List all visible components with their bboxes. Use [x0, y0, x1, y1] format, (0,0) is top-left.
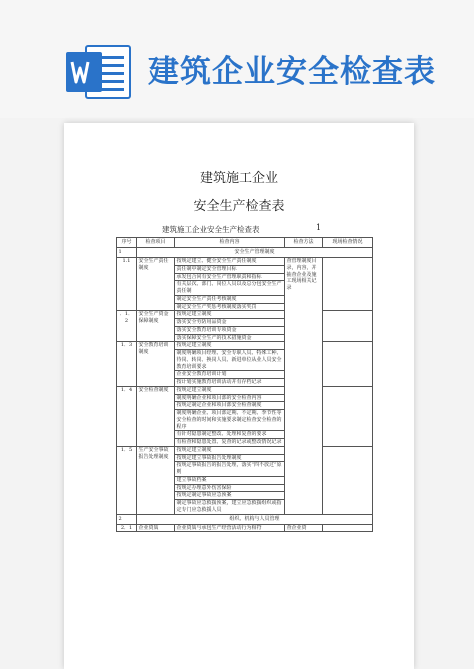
- section-number: 1: [117, 248, 137, 258]
- check-content: 制定安全生产责任考核制度: [175, 295, 285, 303]
- check-content: 承发包合同有安全生产管理职责和指标: [175, 273, 285, 281]
- section-title: 安全生产管理制度: [137, 248, 373, 258]
- check-content: 按规定建立制度: [175, 446, 285, 454]
- check-content: 落实安全教育培训专项资金: [175, 326, 285, 334]
- check-content: 按规定建立事故报告处理制度: [175, 454, 285, 462]
- check-content: 按计划实施教育培训活动并有存档记录: [175, 379, 285, 387]
- table-row: [117, 446, 373, 454]
- table-page-number: 1: [316, 223, 322, 232]
- column-header: 序号: [117, 238, 137, 248]
- check-content: 有检查和隐患处置、复查的记录或整改情况记录: [175, 439, 285, 447]
- table-header-row: [117, 238, 373, 248]
- column-header: 检查内容: [175, 238, 285, 248]
- check-content: 按规定办理意外伤害保险: [175, 484, 285, 492]
- item-number: 1.1: [117, 258, 137, 311]
- inspection-result: [323, 342, 373, 387]
- inspection-result: [323, 446, 373, 514]
- table-row: [117, 524, 373, 532]
- section-row: [117, 248, 373, 258]
- item-name: 企业资质: [137, 524, 175, 532]
- item-number: 1．3: [117, 342, 137, 387]
- item-name: 生产安全事故报告处理制度: [137, 446, 175, 514]
- check-content: 建立事故档案: [175, 476, 285, 484]
- check-content: 按规定建立、健全安全生产责任制度: [175, 258, 285, 266]
- check-content: 制度明确企业、项目部定期、不定期、季节性等安全检查的时间和实施要求制定检查安全检查的程序: [175, 410, 285, 431]
- check-content: 制度明确项目经理、安全专职人员、特殊工种、待岗、转岗、换岗人员、新进单位从业人员安全教育培训要求: [175, 350, 285, 371]
- item-name: 安全检查制度: [137, 386, 175, 446]
- item-number: 1．5: [117, 446, 137, 514]
- section-2-body: [117, 524, 373, 532]
- check-method: 查企业资: [285, 524, 323, 532]
- column-header: 检查方法: [285, 238, 323, 248]
- check-content: 按规定建立制度: [175, 342, 285, 350]
- item-number: 2．1: [117, 524, 137, 532]
- inspection-table: [116, 237, 373, 532]
- document-page: [64, 123, 414, 669]
- table-caption: 建筑施工企业安全生产检查表: [162, 225, 260, 234]
- table-row: [117, 386, 373, 394]
- check-content: 按规定制定事故应急预案: [175, 492, 285, 500]
- check-content: 落实保障安全生产的技术措施资金: [175, 334, 285, 342]
- inspection-result: [323, 311, 373, 342]
- inspection-result: [323, 258, 373, 311]
- page-title: 建筑企业安全检查表: [148, 54, 436, 90]
- table-row: [117, 258, 373, 266]
- item-name: 安全生产责任制度: [137, 258, 175, 311]
- check-content: 按规定事故报告的报告处理，落实“四不放过”原则: [175, 462, 285, 477]
- word-icon: [64, 42, 134, 102]
- check-content: 按规定建立制度: [175, 386, 285, 394]
- document-subtitle: 安全生产检查表: [193, 199, 285, 214]
- check-content: 按规定建立制度: [175, 311, 285, 319]
- check-content: 制定安全生产奖惩考核制度落实奖罚: [175, 303, 285, 311]
- inspection-result: [323, 524, 373, 532]
- item-name: 安全生产资金保障制度: [137, 311, 175, 342]
- check-content: 企业资质与承包生产经营活动行为相符: [175, 524, 285, 532]
- table-row: [117, 311, 373, 319]
- section-title: 组织、机构与人员管理: [137, 514, 373, 524]
- item-number: ．1．2: [117, 311, 137, 342]
- check-content: 制定事故应急救援预案，建立应急救援组织或指定专门应急救援人员: [175, 500, 285, 515]
- check-content: 按规定制定企业和项目部安全检查制度: [175, 402, 285, 410]
- document-title: 建筑施工企业: [199, 171, 278, 186]
- item-number: 1．4: [117, 386, 137, 446]
- column-header: 现场检查情况: [323, 238, 373, 248]
- inspection-result: [323, 386, 373, 446]
- item-name: 安全教育培训制度: [137, 342, 175, 387]
- check-method: 查管理制度目录，内容，并抽查企业及施工现场相关记录: [285, 258, 323, 515]
- section-row: [117, 514, 373, 524]
- check-content: 企业安全教育培训计划: [175, 371, 285, 379]
- check-content: 制度明确企业和项目部的安全检查内容: [175, 394, 285, 402]
- page-header: [0, 0, 474, 118]
- check-content: 落实安全劳防用品资金: [175, 319, 285, 327]
- section-number: 2: [117, 514, 137, 524]
- check-content: 有针对隐患制定整改、处理和复查的要求: [175, 431, 285, 439]
- check-content: 责任制中制定安全管理目标: [175, 265, 285, 273]
- table-row: [117, 342, 373, 350]
- section-1-body: [117, 258, 373, 515]
- column-header: 检查项目: [137, 238, 175, 248]
- check-content: 有关层次、部门、岗位人员以及总分包安全生产责任制: [175, 281, 285, 296]
